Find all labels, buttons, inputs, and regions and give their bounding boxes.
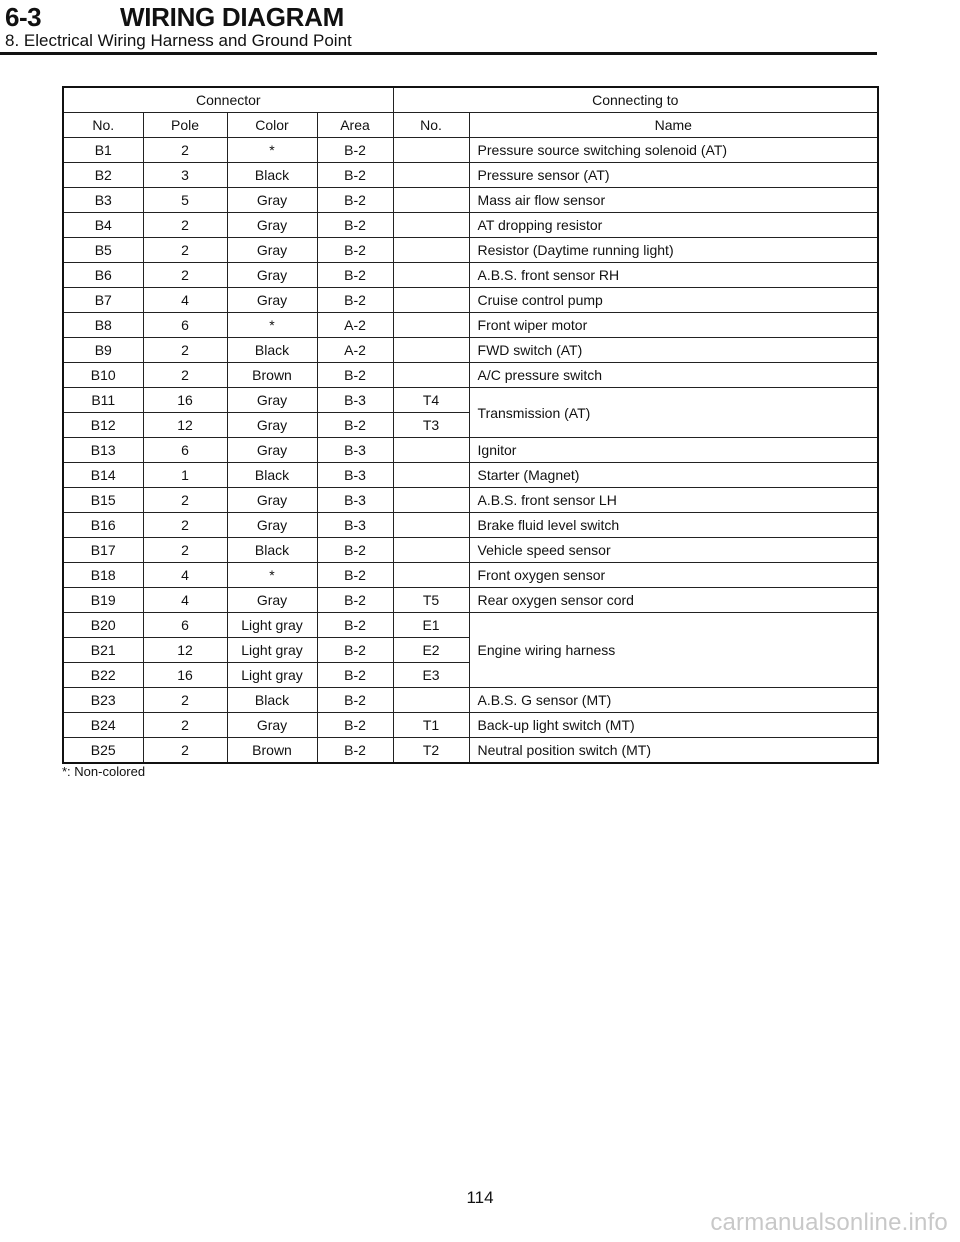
cell-color: Light gray (227, 638, 317, 663)
cell-name: Vehicle speed sensor (469, 538, 878, 563)
cell-pole: 4 (143, 563, 227, 588)
cell-color: Gray (227, 438, 317, 463)
cell-conn-no (393, 488, 469, 513)
cell-pole: 2 (143, 138, 227, 163)
table-row (63, 613, 878, 638)
cell-conn-no (393, 188, 469, 213)
cell-name: A.B.S. front sensor LH (469, 488, 878, 513)
cell-no: B20 (63, 613, 143, 638)
cell-color: Gray (227, 288, 317, 313)
cell-name: A.B.S. G sensor (MT) (469, 688, 878, 713)
cell-name: Front oxygen sensor (469, 563, 878, 588)
cell-area: B-2 (317, 238, 393, 263)
table-body (63, 138, 878, 764)
cell-pole: 2 (143, 213, 227, 238)
column-header-name: Name (469, 113, 878, 138)
cell-no: B24 (63, 713, 143, 738)
cell-area: B-3 (317, 388, 393, 413)
cell-color: Gray (227, 238, 317, 263)
cell-area: B-2 (317, 288, 393, 313)
cell-conn-no (393, 563, 469, 588)
cell-pole: 16 (143, 388, 227, 413)
table-row (63, 588, 878, 613)
cell-area: B-2 (317, 688, 393, 713)
cell-pole: 12 (143, 413, 227, 438)
table-row (63, 538, 878, 563)
cell-pole: 6 (143, 613, 227, 638)
cell-color: Black (227, 463, 317, 488)
cell-area: B-2 (317, 663, 393, 688)
cell-pole: 16 (143, 663, 227, 688)
cell-pole: 2 (143, 738, 227, 764)
cell-no: B7 (63, 288, 143, 313)
cell-no: B9 (63, 338, 143, 363)
cell-pole: 3 (143, 163, 227, 188)
cell-area: B-2 (317, 588, 393, 613)
cell-no: B23 (63, 688, 143, 713)
column-header-no: No. (63, 113, 143, 138)
cell-area: B-2 (317, 713, 393, 738)
cell-color: * (227, 138, 317, 163)
cell-name: Starter (Magnet) (469, 463, 878, 488)
table-row (63, 288, 878, 313)
cell-name: Rear oxygen sensor cord (469, 588, 878, 613)
cell-color: Light gray (227, 663, 317, 688)
cell-conn-no (393, 688, 469, 713)
group-header-connector: Connector (63, 87, 393, 113)
cell-area: B-2 (317, 163, 393, 188)
cell-no: B14 (63, 463, 143, 488)
cell-conn-no (393, 438, 469, 463)
table-row (63, 738, 878, 764)
cell-area: B-3 (317, 463, 393, 488)
cell-conn-no (393, 513, 469, 538)
cell-color: Gray (227, 513, 317, 538)
cell-name: Transmission (AT) (469, 388, 878, 438)
cell-color: Gray (227, 388, 317, 413)
cell-name: Ignitor (469, 438, 878, 463)
cell-pole: 2 (143, 238, 227, 263)
cell-color: Black (227, 688, 317, 713)
column-header-color: Color (227, 113, 317, 138)
cell-name: Pressure sensor (AT) (469, 163, 878, 188)
cell-no: B19 (63, 588, 143, 613)
cell-pole: 6 (143, 438, 227, 463)
table-row (63, 463, 878, 488)
cell-conn-no (393, 538, 469, 563)
cell-color: Brown (227, 363, 317, 388)
table-row (63, 513, 878, 538)
page-number: 114 (466, 1188, 494, 1207)
connector-table (62, 86, 879, 764)
table-row (63, 188, 878, 213)
page-title: WIRING DIAGRAM (120, 2, 344, 32)
cell-conn-no: T4 (393, 388, 469, 413)
cell-pole: 6 (143, 313, 227, 338)
table-row (63, 138, 878, 163)
table-row (63, 363, 878, 388)
cell-no: B5 (63, 238, 143, 263)
table-row (63, 213, 878, 238)
table-row (63, 163, 878, 188)
cell-area: B-2 (317, 613, 393, 638)
cell-pole: 12 (143, 638, 227, 663)
cell-conn-no: T3 (393, 413, 469, 438)
cell-name: Pressure source switching solenoid (AT) (469, 138, 878, 163)
cell-no: B16 (63, 513, 143, 538)
cell-pole: 2 (143, 538, 227, 563)
cell-pole: 2 (143, 363, 227, 388)
cell-area: B-2 (317, 413, 393, 438)
cell-color: Gray (227, 188, 317, 213)
cell-pole: 2 (143, 263, 227, 288)
cell-name: Front wiper motor (469, 313, 878, 338)
table-row (63, 688, 878, 713)
cell-color: * (227, 313, 317, 338)
cell-conn-no (393, 338, 469, 363)
table-row (63, 263, 878, 288)
cell-area: B-3 (317, 488, 393, 513)
cell-conn-no: T5 (393, 588, 469, 613)
cell-conn-no (393, 138, 469, 163)
cell-no: B13 (63, 438, 143, 463)
column-header-area: Area (317, 113, 393, 138)
cell-no: B17 (63, 538, 143, 563)
cell-no: B8 (63, 313, 143, 338)
cell-color: * (227, 563, 317, 588)
cell-area: B-2 (317, 363, 393, 388)
cell-conn-no (393, 163, 469, 188)
cell-conn-no (393, 463, 469, 488)
cell-color: Gray (227, 263, 317, 288)
cell-area: B-2 (317, 213, 393, 238)
cell-no: B6 (63, 263, 143, 288)
cell-conn-no: T2 (393, 738, 469, 764)
cell-conn-no: T1 (393, 713, 469, 738)
table-row (63, 563, 878, 588)
cell-area: B-3 (317, 438, 393, 463)
cell-area: B-3 (317, 513, 393, 538)
table-row (63, 338, 878, 363)
cell-pole: 5 (143, 188, 227, 213)
group-header-connecting-to: Connecting to (393, 87, 878, 113)
column-header-conn-no: No. (393, 113, 469, 138)
cell-no: B10 (63, 363, 143, 388)
cell-name: Back-up light switch (MT) (469, 713, 878, 738)
cell-area: B-2 (317, 138, 393, 163)
cell-color: Gray (227, 488, 317, 513)
cell-no: B18 (63, 563, 143, 588)
cell-area: B-2 (317, 538, 393, 563)
cell-pole: 2 (143, 488, 227, 513)
cell-area: B-2 (317, 188, 393, 213)
cell-color: Black (227, 163, 317, 188)
cell-color: Black (227, 538, 317, 563)
cell-no: B1 (63, 138, 143, 163)
cell-color: Light gray (227, 613, 317, 638)
cell-area: B-2 (317, 738, 393, 764)
table-row (63, 388, 878, 413)
cell-area: B-2 (317, 638, 393, 663)
cell-name: Brake fluid level switch (469, 513, 878, 538)
cell-conn-no: E3 (393, 663, 469, 688)
cell-no: B2 (63, 163, 143, 188)
cell-no: B3 (63, 188, 143, 213)
cell-color: Brown (227, 738, 317, 764)
table-row (63, 238, 878, 263)
cell-name: A/C pressure switch (469, 363, 878, 388)
cell-color: Gray (227, 713, 317, 738)
column-header-pole: Pole (143, 113, 227, 138)
cell-name: A.B.S. front sensor RH (469, 263, 878, 288)
header-rule (0, 52, 877, 55)
cell-name: Cruise control pump (469, 288, 878, 313)
cell-color: Black (227, 338, 317, 363)
cell-no: B22 (63, 663, 143, 688)
cell-area: A-2 (317, 313, 393, 338)
cell-name: AT dropping resistor (469, 213, 878, 238)
cell-no: B25 (63, 738, 143, 764)
cell-conn-no (393, 288, 469, 313)
section-number: 6-3 (5, 2, 42, 32)
cell-color: Gray (227, 213, 317, 238)
cell-pole: 2 (143, 688, 227, 713)
watermark: carmanualsonline.info (710, 1209, 948, 1236)
cell-conn-no: E1 (393, 613, 469, 638)
cell-name: Neutral position switch (MT) (469, 738, 878, 764)
cell-name: Engine wiring harness (469, 613, 878, 688)
cell-conn-no (393, 263, 469, 288)
table-row (63, 313, 878, 338)
cell-name: FWD switch (AT) (469, 338, 878, 363)
cell-no: B15 (63, 488, 143, 513)
column-header-row (63, 113, 878, 138)
cell-no: B12 (63, 413, 143, 438)
cell-pole: 4 (143, 288, 227, 313)
cell-name: Mass air flow sensor (469, 188, 878, 213)
cell-area: B-2 (317, 263, 393, 288)
cell-no: B21 (63, 638, 143, 663)
cell-pole: 4 (143, 588, 227, 613)
cell-conn-no (393, 213, 469, 238)
group-header-row (63, 87, 878, 113)
footnote: *: Non-colored (62, 764, 146, 779)
cell-area: A-2 (317, 338, 393, 363)
cell-conn-no (393, 313, 469, 338)
cell-pole: 2 (143, 713, 227, 738)
cell-conn-no (393, 238, 469, 263)
cell-pole: 1 (143, 463, 227, 488)
cell-conn-no: E2 (393, 638, 469, 663)
page-subtitle: 8. Electrical Wiring Harness and Ground Point (5, 31, 352, 50)
table-row (63, 438, 878, 463)
cell-color: Gray (227, 588, 317, 613)
table-row (63, 713, 878, 738)
cell-area: B-2 (317, 563, 393, 588)
cell-color: Gray (227, 413, 317, 438)
cell-name: Resistor (Daytime running light) (469, 238, 878, 263)
cell-conn-no (393, 363, 469, 388)
cell-pole: 2 (143, 338, 227, 363)
table-row (63, 488, 878, 513)
cell-pole: 2 (143, 513, 227, 538)
cell-no: B4 (63, 213, 143, 238)
cell-no: B11 (63, 388, 143, 413)
